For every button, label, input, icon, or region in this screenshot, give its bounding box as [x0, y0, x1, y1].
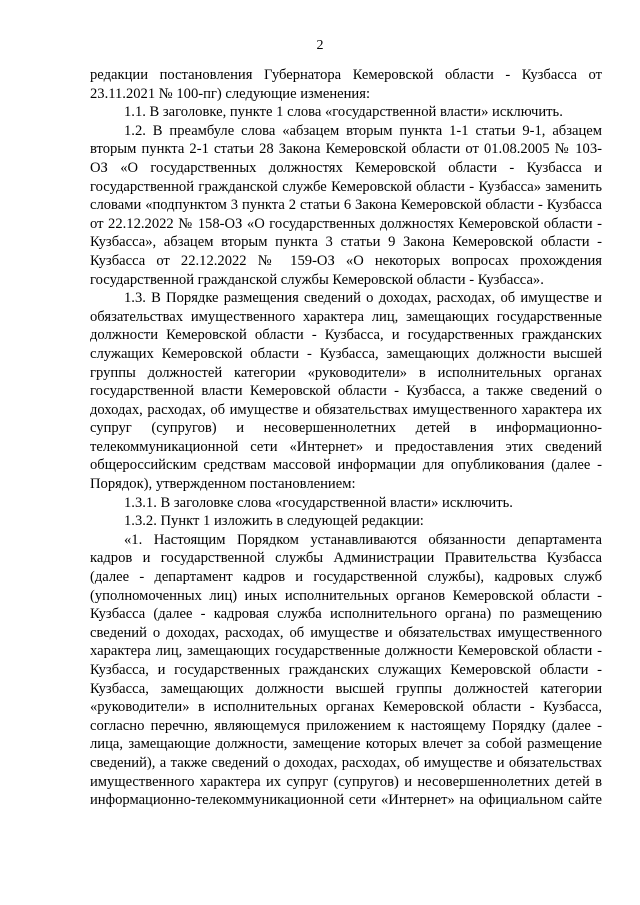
paragraph-quoted-point-1: «1. Настоящим Порядком устанавливаются обязанности департамента кадров и государственной службы Администрации Правительства Кузбасса (далее - департамент кадров и государственной службы), кадровых служб (уполномоченных лиц) иных исполнительных органов Кемеровской области - Кузбасса (далее - кадровая служба исполнительного органа) по размещению сведений о доходах, расходах, об имуществе и обязательствах имущественного характера лиц, замещающих государственные должности Кемеровской области - Кузбасса, и государственных гражданских служащих Кемеровской области - Кузбасса, замещающих должности высшей группы должностей категории «руководители» в исполнительных органах Кемеровской области - Кузбасса, согласно перечню, являющемуся приложением к настоящему Порядку (далее - лица, замещающие должности, замещение которых влечет за собой размещение сведений), а также сведений о доходах, расходах, об имуществе и обязательствах имущественного характера их супруг (супругов) и несовершеннолетних детей в информационно-телекоммуникационной сети «Интернет» на официальном сайте	[90, 531, 602, 809]
paragraph-1-3: 1.3. В Порядке размещения сведений о доходах, расходах, об имуществе и обязательствах имущественного характера лиц, замещающих государственные должности Кемеровской области - Кузбасса, и государственных гражданских служащих Кемеровской области - Кузбасса, замещающих должности высшей группы должностей категории «руководители» в исполнительных органах государственной власти Кемеровской области - Кузбасса, а также сведений о доходах, расходах, об имуществе и обязательствах имущественного характера их супруг (супругов) и несовершеннолетних детей в информационно-телекоммуникационной сети «Интернет» и предоставления этих сведений общероссийским средствам массовой информации для опубликования (далее - Порядок), утвержденном постановлением:	[90, 290, 602, 493]
paragraph-1-3-1: 1.3.1. В заголовке слова «государственной власти» исключить.	[124, 494, 513, 511]
paragraph-1-2: 1.2. В преамбуле слова «абзацем вторым пункта 1-1 статьи 9-1, абзацем вторым пункта 2-1 статьи 28 Закона Кемеровской области от 01.08.2005 № 103-ОЗ «О государственных должностях Кемеровской области - Кузбасса и государственной гражданской службе Кемеровской области - Кузбасса» заменить словами «подпунктом 3 пункта 2 статьи 6 Закона Кемеровской области - Кузбасса от 22.12.2022 № 158-ОЗ «О государственных должностях Кемеровской области - Кузбасса», абзацем вторым пункта 3 статьи 9 Закона Кемеровской области - Кузбасса от 22.12.2022 № 159-ОЗ «О некоторых вопросах прохождения государственной гражданской службы Кемеровской области - Кузбасса».	[90, 122, 602, 288]
paragraph-intro: редакции постановления Губернатора Кемеровской области - Кузбасса от 23.11.2021 № 100-пг) следующие изменения:	[90, 67, 602, 102]
document-body	[90, 66, 602, 810]
paragraph-1-1: 1.1. В заголовке, пункте 1 слова «государственной власти» исключить.	[124, 104, 563, 121]
paragraph-1-3-2: 1.3.2. Пункт 1 изложить в следующей редакции:	[124, 513, 424, 530]
page-number: 2	[316, 38, 324, 53]
